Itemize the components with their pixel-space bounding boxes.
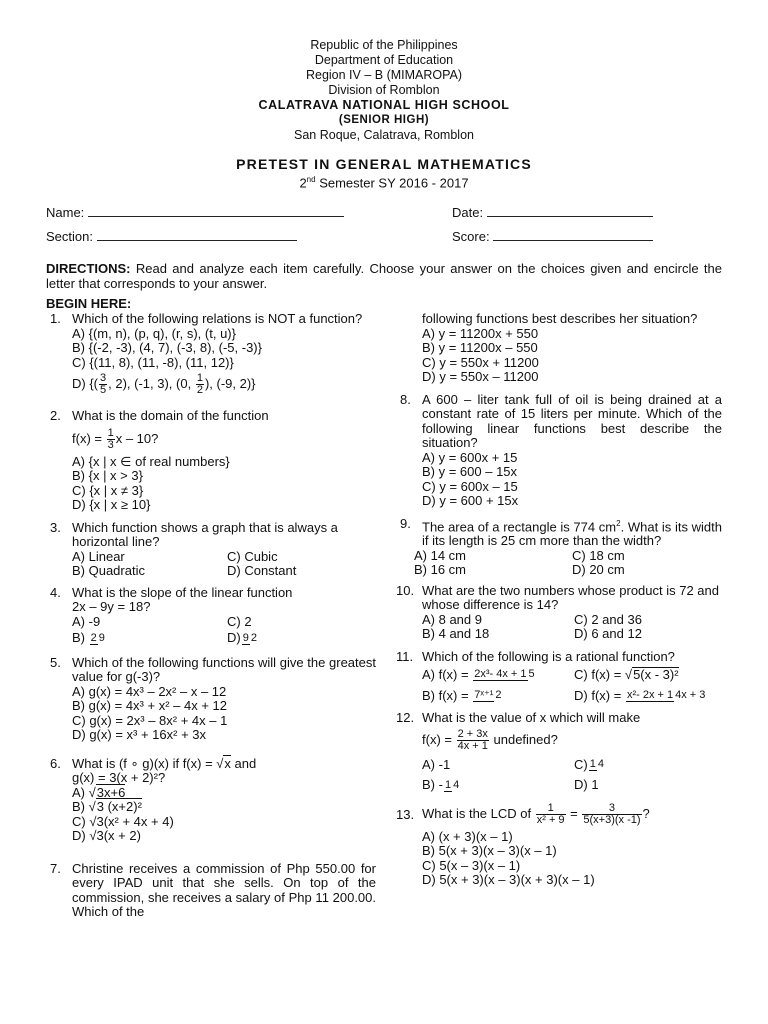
choice-d[interactable]: D) y = 550x – 11200: [422, 369, 539, 384]
choice-a[interactable]: A) -1: [422, 756, 451, 772]
fraction: [99, 373, 107, 396]
stem-text: . What is its width if its length is 25 cm more than the width?: [422, 518, 722, 549]
score-label: Score:: [452, 229, 490, 244]
choice-text: ), (-9, 2)}: [204, 375, 256, 391]
choice-row: [396, 627, 722, 642]
choice-d[interactable]: D) 1: [574, 777, 599, 793]
question-number: 10.: [396, 582, 415, 598]
question-stem: g(x) = 3(x + 2)²?: [72, 770, 166, 785]
equation: 2x – 9y = 18?: [72, 599, 151, 614]
choice-c[interactable]: C) 18 cm: [572, 547, 625, 563]
choice-label: B) f(x) =: [422, 687, 469, 703]
choice-c[interactable]: C) {x | x ≠ 3}: [72, 482, 144, 498]
choice-row: [396, 758, 722, 773]
question-4: [46, 586, 376, 601]
question-8: [396, 393, 722, 451]
fraction: [536, 803, 566, 826]
superscript: 2: [616, 518, 621, 528]
fraction: [589, 759, 605, 771]
fraction: [444, 780, 460, 792]
choice-b[interactable]: [72, 631, 227, 646]
semester-ordinal: 2: [299, 175, 307, 191]
choice-b[interactable]: B) 4 and 18: [422, 626, 490, 642]
denominator: 3: [107, 438, 114, 451]
denominator: 4: [597, 758, 604, 771]
choice-a[interactable]: A) y = 600x + 15: [422, 449, 518, 465]
question-stem: Christine receives a commission of Php 550.00 for every IPAD unit that she sells. On top of the commission, she receives a salary of Php 11 200.00. Which of the: [72, 860, 376, 919]
numerator: 9: [242, 631, 249, 644]
radicand: 3 (x+2)²: [96, 799, 142, 814]
choice-d[interactable]: [574, 689, 707, 704]
choice-label: B): [72, 630, 85, 645]
header-line: Region IV – B (MIMAROPA): [305, 68, 463, 82]
choice-b[interactable]: B) {(-2, -3), (4, 7), (-3, 8), (-5, -3)}: [72, 340, 262, 355]
section-field[interactable]: [46, 229, 297, 244]
choice-row: [396, 689, 722, 704]
choice-row: [46, 615, 376, 630]
document-header: [0, 38, 768, 143]
fraction: [473, 669, 535, 681]
fraction: [242, 633, 258, 645]
choice-b[interactable]: B) {x | x > 3}: [72, 468, 143, 483]
denominator: 5(x+3)(x -1): [583, 813, 641, 826]
left-column: [46, 312, 376, 920]
directions-text: Read and analyze each item carefully. Choose your answer on the choices given and encircle the letter that corresponds to your answer.: [46, 261, 722, 291]
choice-b[interactable]: B) g(x) = 4x³ + x² – 4x + 12: [72, 698, 227, 713]
question-stem: Which of the following relations is NOT a function?: [72, 311, 363, 326]
choice-row: [396, 667, 722, 683]
choice-label: C) f(x) = √: [574, 667, 633, 683]
question-10: [396, 584, 722, 613]
numerator: 2 + 3x: [457, 727, 488, 740]
choice-a[interactable]: A) {x | x ∈ of real numbers}: [72, 453, 230, 469]
choice-b[interactable]: [46, 800, 376, 815]
choice-d[interactable]: D) g(x) = x³ + 16x² + 3x: [72, 727, 207, 742]
choice-a[interactable]: A) -9: [72, 613, 101, 629]
choice-row: [46, 550, 376, 565]
stem-text: =: [566, 805, 582, 821]
denominator: 4: [453, 778, 460, 791]
choice-a[interactable]: [422, 668, 574, 683]
choice-c[interactable]: C) √3(x² + 4x + 4): [72, 813, 174, 829]
choice-label: D): [227, 630, 241, 645]
numerator: 1: [444, 778, 452, 791]
name-blank[interactable]: [88, 205, 344, 217]
question-stem: Which of the following is a rational function?: [422, 648, 675, 664]
denominator: 2: [196, 384, 203, 396]
directions-label: DIRECTIONS:: [46, 261, 131, 276]
question-number: 8.: [400, 391, 411, 407]
numerator: 1: [589, 758, 596, 771]
numerator: 2x³- 4x + 1: [474, 668, 527, 681]
question-stem: What is the domain of the function: [72, 408, 269, 423]
numerator: 3: [582, 803, 641, 815]
stem-text: and: [230, 755, 257, 771]
choice-b[interactable]: B) y = 600 – 15x: [422, 464, 518, 479]
radicand: 3x+6: [96, 784, 126, 800]
date-label: Date:: [452, 205, 484, 220]
choice-a[interactable]: A) y = 11200x + 550: [422, 325, 539, 341]
question-13: [396, 803, 722, 826]
question-7: [46, 862, 376, 920]
denominator: 4x + 1: [457, 739, 488, 752]
function-expression: [396, 729, 722, 752]
choice-b[interactable]: B) y = 11200x – 550: [422, 340, 538, 355]
denominator: 2: [250, 631, 257, 644]
question-number: 1.: [50, 311, 61, 326]
question-stem: Which of the following functions will give the greatest value for g(-3)?: [72, 654, 376, 684]
fraction: [90, 633, 106, 645]
choice-b[interactable]: [422, 778, 574, 793]
directions: [46, 261, 722, 291]
question-number: 11.: [396, 648, 414, 664]
question-number: 7.: [50, 860, 61, 876]
denominator: x² + 9: [536, 813, 565, 826]
numerator: 1: [107, 426, 114, 439]
numerator: 2: [90, 631, 97, 644]
choice-c[interactable]: C) 5(x – 3)(x – 1): [422, 857, 521, 873]
expression-text: f(x) =: [422, 731, 452, 747]
question-number: 3.: [50, 519, 61, 535]
question-stem: What are the two numbers whose product is 72 and whose difference is 14?: [422, 582, 719, 613]
numerator: 3: [100, 372, 107, 384]
choice-d[interactable]: [46, 373, 376, 396]
question-stem: What is the value of x which will make: [422, 710, 641, 726]
choice-a[interactable]: A) {(m, n), (p, q), (r, s), (t, u)}: [72, 325, 236, 341]
semester-suffix: nd: [306, 175, 316, 184]
choice-row: [46, 564, 376, 579]
choice-text: A) √: [72, 784, 96, 800]
right-column: [396, 312, 722, 888]
denominator: 4x + 3: [675, 689, 706, 702]
numerator: x²- 2x + 1: [626, 689, 674, 702]
question-number: 6.: [50, 755, 61, 771]
choice-d[interactable]: [227, 631, 259, 646]
denominator: 5: [100, 384, 107, 396]
question-number: 9.: [400, 515, 411, 531]
stem-text: ?: [642, 805, 650, 821]
header-line: Republic of the Philippines: [310, 38, 458, 52]
expression-text: undefined?: [489, 731, 558, 747]
question-11: [396, 650, 722, 665]
question-stem: A 600 – liter tank full of oil is being drained at a constant rate of 15 liters per minute. Which of the following linear functions best describe the situation?: [422, 391, 722, 450]
section-label: Section:: [46, 229, 93, 244]
name-field[interactable]: [46, 205, 344, 220]
function-expression: [46, 428, 376, 451]
question-number: 5.: [50, 654, 61, 670]
choice-d[interactable]: D) √3(x + 2): [72, 828, 141, 843]
school-name: CALATRAVA NATIONAL HIGH SCHOOL: [258, 98, 510, 112]
question-5: [46, 656, 376, 685]
choice-c[interactable]: C) {(11, 8), (11, -8), (11, 12)}: [72, 354, 234, 370]
choice-d[interactable]: D) 6 and 12: [574, 626, 642, 642]
choice-b[interactable]: [422, 689, 574, 704]
stem-text: What is the LCD of: [422, 805, 532, 821]
expression-text: f(x) =: [72, 430, 106, 446]
choice-c[interactable]: C) y = 550x + 11200: [422, 354, 539, 370]
choice-d[interactable]: D) Constant: [227, 563, 297, 578]
choice-b[interactable]: B) Quadratic: [72, 563, 145, 578]
choice-a[interactable]: A) (x + 3)(x – 1): [422, 828, 513, 844]
choice-c[interactable]: [574, 667, 679, 683]
question-number: 13.: [396, 806, 415, 822]
choice-c[interactable]: C) Cubic: [227, 548, 278, 564]
question-stem: What is the slope of the linear function: [72, 584, 293, 600]
fraction: [196, 373, 204, 396]
score-field[interactable]: [452, 229, 653, 244]
fraction: [582, 803, 641, 826]
senior-high-label: (SENIOR HIGH): [338, 114, 430, 126]
question-stem: [422, 803, 722, 826]
choice-c[interactable]: C) y = 600x – 15: [422, 478, 518, 494]
section-blank[interactable]: [97, 229, 297, 241]
numerator: 1: [536, 803, 566, 815]
choice-row: [396, 563, 722, 578]
question-12: [396, 711, 722, 726]
question-6: [46, 757, 376, 786]
stem-text: What is (f ∘ g)(x) if f(x) = √: [72, 755, 224, 771]
name-label: Name:: [46, 205, 85, 220]
choice-row: [396, 613, 722, 628]
fraction: [473, 690, 502, 702]
question-stem: [72, 757, 376, 772]
fraction: [626, 690, 706, 702]
choice-d[interactable]: D) y = 600 + 15x: [422, 493, 519, 508]
choice-row: [396, 778, 722, 793]
choice-a[interactable]: A) 14 cm: [414, 547, 467, 563]
choice-text: , 2), (-1, 3), (0,: [108, 375, 195, 391]
date-field[interactable]: [452, 205, 653, 220]
choice-row: [46, 631, 376, 646]
denominator: 9: [98, 631, 105, 644]
choice-label: D) f(x) =: [574, 687, 622, 703]
choice-a[interactable]: A) Linear: [72, 548, 125, 564]
question-3: [46, 521, 376, 550]
choice-d[interactable]: D) {x | x ≥ 10}: [72, 497, 151, 512]
choice-a[interactable]: A) g(x) = 4x³ – 2x² – x – 12: [72, 683, 227, 699]
choice-label: B) -: [422, 777, 443, 793]
question-stem: [422, 517, 722, 549]
question-2: [46, 409, 376, 424]
header-line: Division of Romblon: [328, 83, 440, 97]
question-1: [46, 312, 376, 327]
question-number: 4.: [50, 584, 61, 600]
header-line: Department of Education: [314, 53, 454, 67]
radicand: x: [224, 755, 231, 771]
exam-title: PRETEST IN GENERAL MATHEMATICS: [236, 156, 532, 172]
question-stem-continued: following functions best describes her situation?: [422, 311, 698, 326]
choice-text: B) √: [72, 799, 96, 814]
choice-label: A) f(x) =: [422, 666, 469, 682]
begin-label: BEGIN HERE:: [46, 296, 132, 311]
choice-c[interactable]: C) g(x) = 2x³ – 8x² + 4x – 1: [72, 712, 228, 728]
numerator: 7ˣ⁺¹: [474, 689, 494, 702]
choice-b[interactable]: B) 16 cm: [414, 562, 467, 578]
choice-d[interactable]: D) 5(x + 3)(x – 3)(x + 3)(x – 1): [422, 872, 595, 888]
numerator: 1: [196, 372, 203, 384]
question-number: 12.: [396, 710, 415, 726]
choice-label: C): [574, 756, 588, 772]
score-blank[interactable]: [493, 229, 653, 241]
choice-c[interactable]: C) 2 and 36: [574, 611, 642, 627]
stem-text: The area of a rectangle is 774 cm: [422, 518, 617, 534]
question-number: 2.: [50, 408, 61, 423]
denominator: 2: [495, 689, 502, 702]
choice-b[interactable]: B) 5(x + 3)(x – 3)(x – 1): [422, 843, 557, 859]
question-9: [396, 517, 722, 549]
fraction: [457, 729, 489, 752]
question-stem: Which function shows a graph that is always a horizontal line?: [72, 519, 338, 549]
radicand: 5(x - 3)²: [633, 667, 679, 683]
choice-a[interactable]: A) 8 and 9: [422, 611, 482, 627]
expression-text: x – 10?: [115, 430, 159, 446]
semester-line: [0, 175, 768, 190]
choice-d[interactable]: D) 20 cm: [572, 562, 625, 578]
date-blank[interactable]: [487, 205, 653, 217]
choice-c[interactable]: C) 2: [227, 613, 252, 629]
choice-c[interactable]: [574, 758, 606, 773]
denominator: 5: [528, 668, 535, 681]
semester-text: Semester SY 2016 - 2017: [315, 175, 469, 191]
choice-row: [396, 549, 722, 564]
choice-text: D) {(: [72, 375, 98, 391]
school-address: San Roque, Calatrava, Romblon: [294, 128, 474, 142]
fraction: [107, 428, 115, 451]
